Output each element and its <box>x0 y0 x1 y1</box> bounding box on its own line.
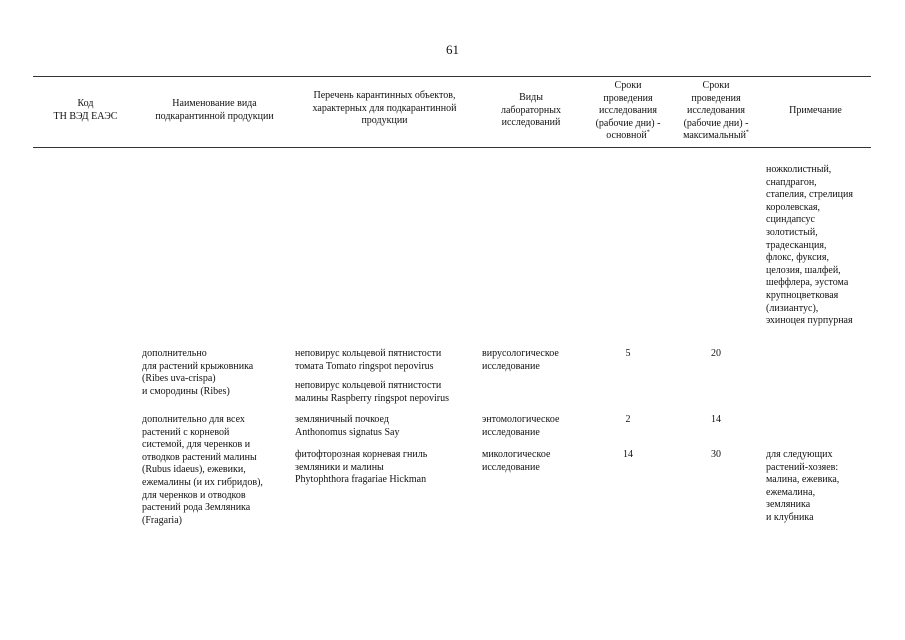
row2-product: дополнительно для всех растений с корневой системой, для черенков и отводков растений малины (Rubus idaeus), ежевики, ежемалины (и их гибридов), для черенков и отводков растений рода Земляника (Fragaria) <box>142 414 263 526</box>
row2b-object: фитофторозная корневая гниль земляники и малины Phytophthora fragariae Hickman <box>295 449 428 486</box>
row1-object-2: неповирус кольцевой пятнистости малины Raspberry ringspot nepovirus <box>295 380 450 404</box>
footnote-mark: * <box>646 129 650 136</box>
row2a-study: энтомологическое исследование <box>482 414 560 438</box>
header-lab-studies: Виды лабораторных исследований <box>500 92 561 128</box>
row2a-days-basic: 2 <box>625 414 631 425</box>
row1-days-max: 20 <box>711 348 721 359</box>
row2a-object: земляничный почкоед Anthonomus signatus Say <box>295 414 400 438</box>
row1-product: дополнительно для растений крыжовника (Ribes uva-crispa) и смородины (Ribes) <box>142 348 254 397</box>
row2b-days-basic: 14 <box>623 449 633 460</box>
header-days-max: Сроки проведения исследования (рабочие дни) - максимальный* <box>683 80 749 141</box>
row2b-days-max: 30 <box>711 449 721 460</box>
header-days-basic: Сроки проведения исследования (рабочие дни) - основной* <box>595 80 661 141</box>
footnote-mark: * <box>745 129 749 136</box>
row2b-note: для следующих растений-хозяев: малина, ежевика, ежемалина, земляника и клубника <box>766 449 840 523</box>
row1-days-basic: 5 <box>625 348 631 359</box>
row1-study: вирусологическое исследование <box>482 348 559 372</box>
header-bottom-rule <box>33 147 871 148</box>
header-product-name: Наименование вида подкарантинной продукции <box>155 98 274 122</box>
page-number: 61 <box>446 42 459 57</box>
header-code: Код ТН ВЭД ЕАЭС <box>53 98 118 122</box>
row2a-days-max: 14 <box>711 414 721 425</box>
header-quarantine-objects: Перечень карантинных объектов, характерных для подкарантинной продукции <box>312 90 457 126</box>
row2b-study: микологическое исследование <box>482 449 551 473</box>
table-top-rule <box>33 76 871 77</box>
header-note: Примечание <box>789 105 842 116</box>
row1-object-1: неповирус кольцевой пятнистости томата Tomato ringspot nepovirus <box>295 348 442 372</box>
carryover-note: ножколистный, снапдрагон, стапелия, стрелиция королевская, сциндапсус золотистый, традесканция, флокс, фуксия, целозия, шалфей, шеффлера, эустома крупноцветковая (лизиантус), эхиноцея пурпурная <box>766 164 853 327</box>
